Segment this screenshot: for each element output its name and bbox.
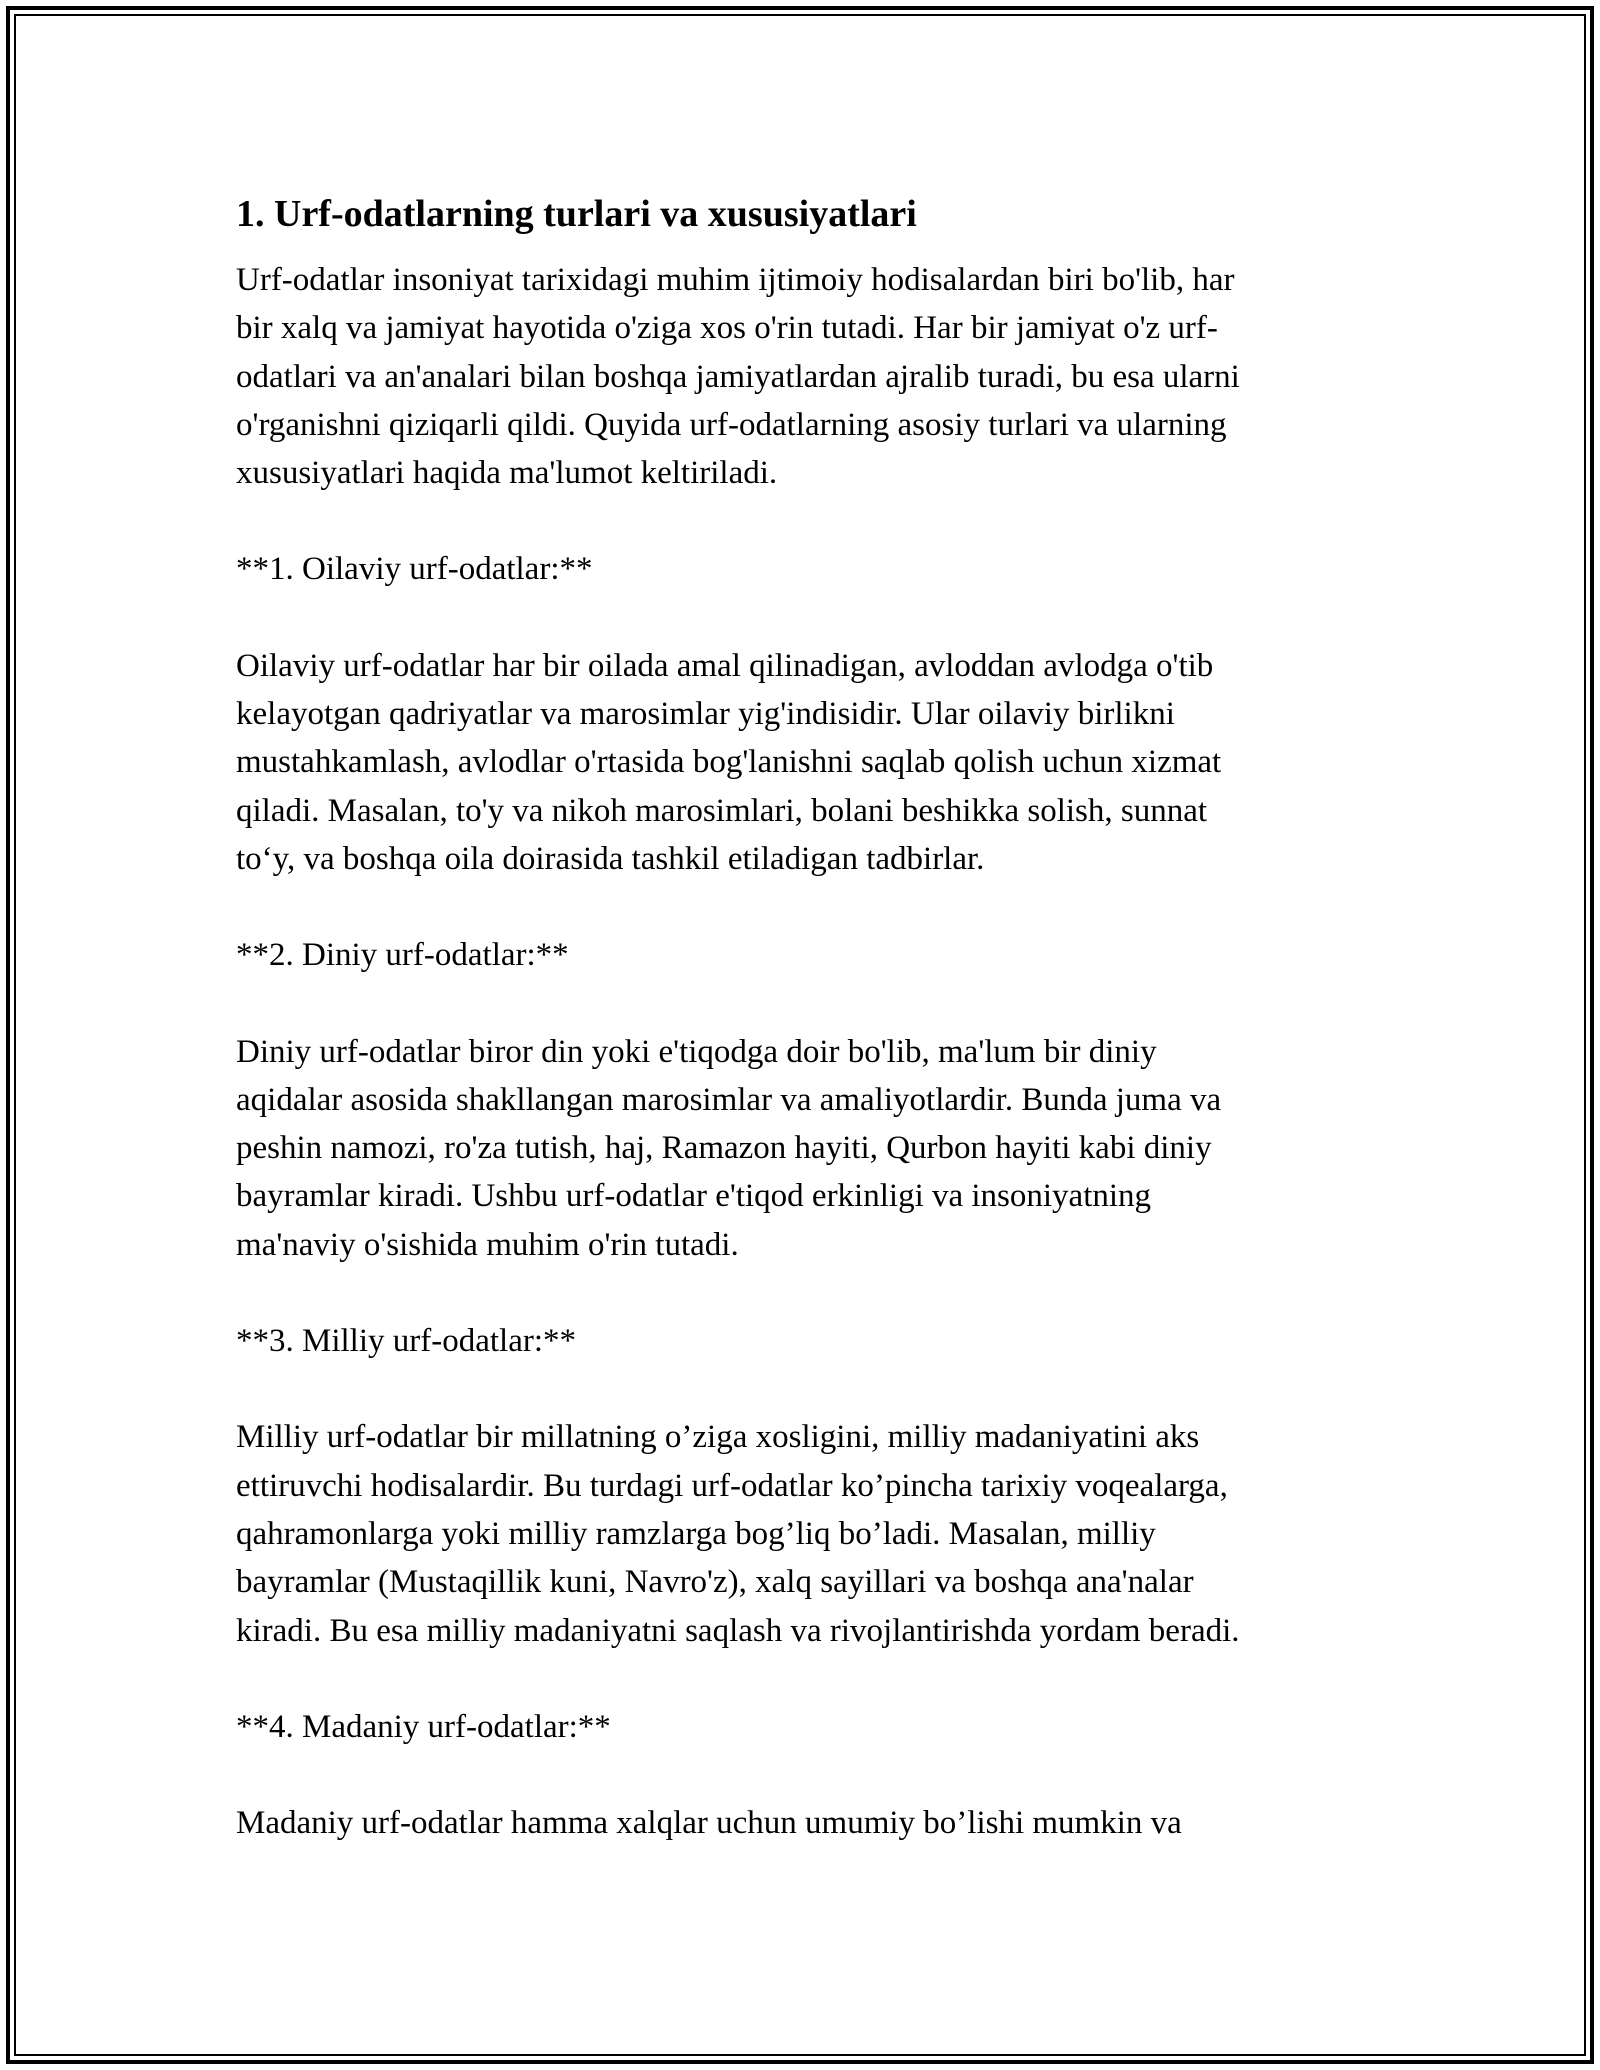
document-body	[236, 188, 1360, 1847]
spacer	[236, 980, 1360, 1028]
subsection-heading-oilaviy: **1. Oilaviy urf-odatlar:**	[236, 551, 593, 588]
subsection-body-milliy: Milliy urf-odatlar bir millatning o’ziga xosligini, milliy madaniyatini aks ettiruvchi hodisalardir. Bu turdagi urf-odatlar ko’pincha tarixiy voqealarga, qahramonlarga yoki milliy ramzlarga bog’liq bo’ladi. Masalan, milliy bayramlar (Mustaqillik kuni, Navro'z), xalq sayillari va boshqa ana'nalar kiradi. Bu esa milliy madaniyatni saqlash va rivojlantirishda yordam beradi.	[236, 1419, 1240, 1649]
subsection-body-oilaviy: Oilaviy urf-odatlar har bir oilada amal qilinadigan, avloddan avlodga o'tib kelayotgan qadriyatlar va marosimlar yig'indisidir. Ular oilaviy birlikni mustahkamlash, avlodlar o'rtasida bog'lanishni saqlab qolish uchun xizmat qiladi. Masalan, to'y va nikoh marosimlari, bolani beshikka solish, sunnat to‘y, va boshqa oila doirasida tashkil etiladigan tadbirlar.	[236, 647, 1222, 877]
spacer	[236, 594, 1360, 642]
subsection-heading-diniy: **2. Diniy urf-odatlar:**	[236, 937, 569, 974]
subsection-heading-madaniy: **4. Madaniy urf-odatlar:**	[236, 1708, 611, 1745]
spacer	[236, 1269, 1360, 1317]
subsection-heading-milliy: **3. Milliy urf-odatlar:**	[236, 1323, 577, 1360]
intro-paragraph: Urf-odatlar insoniyat tarixidagi muhim ijtimoiy hodisalardan biri bo'lib, har bir xalq va jamiyat hayotida o'ziga xos o'rin tutadi. Har bir jamiyat o'z urf- odatlari va an'analari bilan boshqa jamiyatlardan ajralib turadi, bu esa ularni o'rganishni qiziqarli qildi. Quyida urf-odatlarning asosiy turlari va ularning xususiyatlari haqida ma'lumot keltiriladi.	[236, 262, 1240, 492]
spacer	[236, 1365, 1360, 1413]
subsection-body-diniy: Diniy urf-odatlar biror din yoki e'tiqodga doir bo'lib, ma'lum bir diniy aqidalar asosida shakllangan marosimlar va amaliyotlardir. Bunda juma va peshin namozi, ro'za tutish, haj, Ramazon hayiti, Qurbon hayiti kabi diniy bayramlar kiradi. Ushbu urf-odatlar e'tiqod erkinligi va insoniyatning ma'naviy o'sishida muhim o'rin tutadi.	[236, 1033, 1222, 1263]
spacer	[236, 1751, 1360, 1799]
spacer	[236, 497, 1360, 545]
subsection-body-madaniy: Madaniy urf-odatlar hamma xalqlar uchun umumiy bo’lishi mumkin va	[236, 1805, 1182, 1842]
spacer	[236, 883, 1360, 931]
spacer	[236, 1655, 1360, 1703]
section-title: 1. Urf-odatlarning turlari va xususiyatlari	[236, 193, 917, 235]
